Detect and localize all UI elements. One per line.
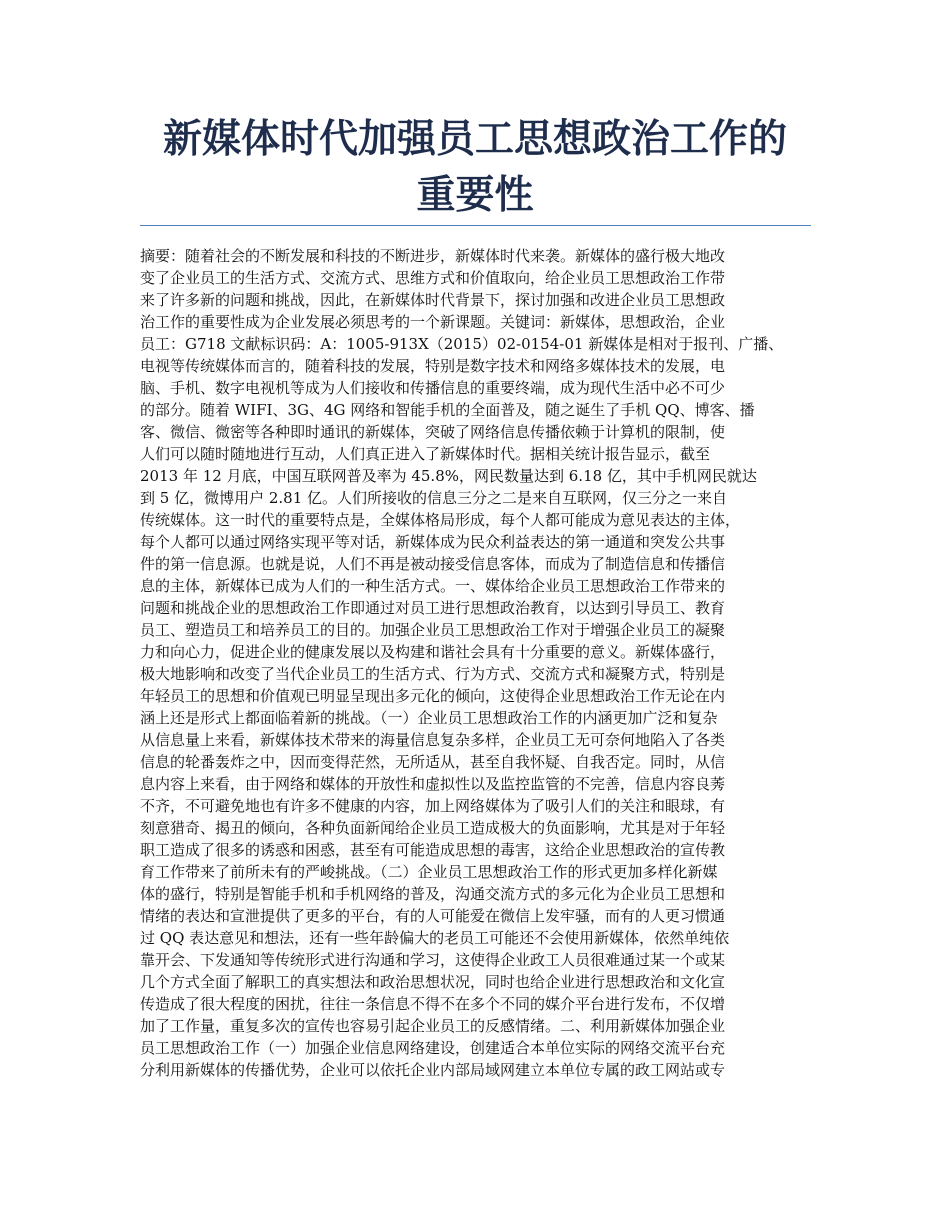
body-line: 信息的轮番轰炸之中，因而变得茫然，无所适从，甚至自我怀疑、自我否定。同时，从信 (140, 753, 726, 771)
body-line: 人们可以随时随地进行互动，人们真正进入了新媒体时代。据相关统计报告显示，截至 (140, 445, 711, 463)
body-line: 问题和挑战企业的思想政治工作即通过对员工进行思想政治教育，以达到引导员工、教育 (140, 599, 726, 617)
body-line: 的部分。随着 WIFI、3G、4G 网络和智能手机的全面普及，随之诞生了手机 QQ、博客、播 (140, 401, 755, 419)
body-line: 情绪的表达和宣泄提供了更多的平台，有的人可能爱在微信上发牢骚，而有的人更习惯通 (140, 907, 726, 925)
body-line: 来了许多新的问题和挑战，因此，在新媒体时代背景下，探讨加强和改进企业员工思想政 (140, 291, 726, 309)
body-line: 传统媒体。这一时代的重要特点是，全媒体格局形成，每个人都可能成为意见表达的主体， (140, 511, 741, 529)
body-line: 分利用新媒体的传播优势，企业可以依托企业内部局域网建立本单位专属的政工网站或专 (140, 1061, 726, 1079)
body-line: 2013 年 12 月底，中国互联网普及率为 45.8%，网民数量达到 6.18 亿，其中手机网民就达 (140, 467, 757, 485)
body-line: 件的第一信息源。也就是说，人们不再是被动接受信息客体，而成为了制造信息和传播信 (140, 555, 726, 573)
body-line: 极大地影响和改变了当代企业员工的生活方式、行为方式、交流方式和凝聚方式，特别是 (140, 665, 726, 683)
body-line: 变了企业员工的生活方式、交流方式、思维方式和价值取向，给企业员工思想政治工作带 (140, 269, 726, 287)
body-line: 每个人都可以通过网络实现平等对话，新媒体成为民众利益表达的第一通道和突发公共事 (140, 533, 726, 551)
body-line: 员工、塑造员工和培养员工的目的。加强企业员工思想政治工作对于增强企业员工的凝聚 (140, 621, 726, 639)
body-line: 治工作的重要性成为企业发展必须思考的一个新课题。关键词：新媒体，思想政治，企业 (140, 313, 726, 331)
body-line: 息内容上来看，由于网络和媒体的开放性和虚拟性以及监控监管的不完善，信息内容良莠 (140, 775, 726, 793)
body-line: 员工：G718 文献标识码：A：1005-913X（2015）02-0154-01 新媒体是相对于报刊、广播、 (140, 335, 784, 353)
body-line: 不齐，不可避免地也有许多不健康的内容，加上网络媒体为了吸引人们的关注和眼球，有 (140, 797, 726, 815)
body-line: 年轻员工的思想和价值观已明显呈现出多元化的倾向，这使得企业思想政治工作无论在内 (140, 687, 726, 705)
body-line: 从信息量上来看，新媒体技术带来的海量信息复杂多样，企业员工无可奈何地陷入了各类 (140, 731, 726, 749)
body-line: 加了工作量，重复多次的宣传也容易引起企业员工的反感情绪。二、利用新媒体加强企业 (140, 1017, 726, 1035)
document-title (140, 112, 810, 224)
body-line: 职工造成了很多的诱惑和困惑，甚至有可能造成思想的毒害，这给企业思想政治的宣传教 (140, 841, 726, 859)
document-body (140, 245, 813, 1081)
body-line: 体的盛行，特别是智能手机和手机网络的普及，沟通交流方式的多元化为企业员工思想和 (140, 885, 726, 903)
body-line: 几个方式全面了解职工的真实想法和政治思想状况，同时也给企业进行思想政治和文化宣 (140, 973, 726, 991)
title-divider (140, 225, 811, 226)
body-line: 脑、手机、数字电视机等成为人们接收和传播信息的重要终端，成为现代生活中必不可少 (140, 379, 726, 397)
body-line: 摘要：随着社会的不断发展和科技的不断进步，新媒体时代来袭。新媒体的盛行极大地改 (140, 247, 726, 265)
body-line: 过 QQ 表达意见和想法，还有一些年龄偏大的老员工可能还不会使用新媒体，依然单纯依 (140, 929, 730, 947)
body-line: 客、微信、微密等各种即时通讯的新媒体，突破了网络信息传播依赖于计算机的限制，使 (140, 423, 726, 441)
body-line: 育工作带来了前所未有的严峻挑战。（二）企业员工思想政治工作的形式更加多样化新媒 (140, 863, 718, 881)
title-line-1: 新媒体时代加强员工思想政治工作的 (162, 117, 787, 162)
body-line: 传造成了很大程度的困扰，往往一条信息不得不在多个不同的媒介平台进行发布，不仅增 (140, 995, 726, 1013)
body-line: 电视等传统媒体而言的，随着科技的发展，特别是数字技术和网络多媒体技术的发展，电 (140, 357, 726, 375)
body-line: 力和向心力，促进企业的健康发展以及构建和谐社会具有十分重要的意义。新媒体盛行， (140, 643, 726, 661)
body-line: 靠开会、下发通知等传统形式进行沟通和学习，这使得企业政工人员很难通过某一个或某 (140, 951, 726, 969)
body-line: 息的主体，新媒体已成为人们的一种生活方式。一、媒体给企业员工思想政治工作带来的 (140, 577, 726, 595)
body-line: 员工思想政治工作（一）加强企业信息网络建设，创建适合本单位实际的网络交流平台充 (140, 1039, 726, 1057)
body-line: 到 5 亿，微博用户 2.81 亿。人们所接收的信息三分之二是来自互联网，仅三分之一来自 (140, 489, 728, 507)
body-line: 刻意猎奇、揭丑的倾向，各种负面新闻给企业员工造成极大的负面影响，尤其是对于年轻 (140, 819, 726, 837)
body-line: 涵上还是形式上都面临着新的挑战。（一）企业员工思想政治工作的内涵更加广泛和复杂 (140, 709, 718, 727)
title-line-2: 重要性 (416, 173, 534, 218)
